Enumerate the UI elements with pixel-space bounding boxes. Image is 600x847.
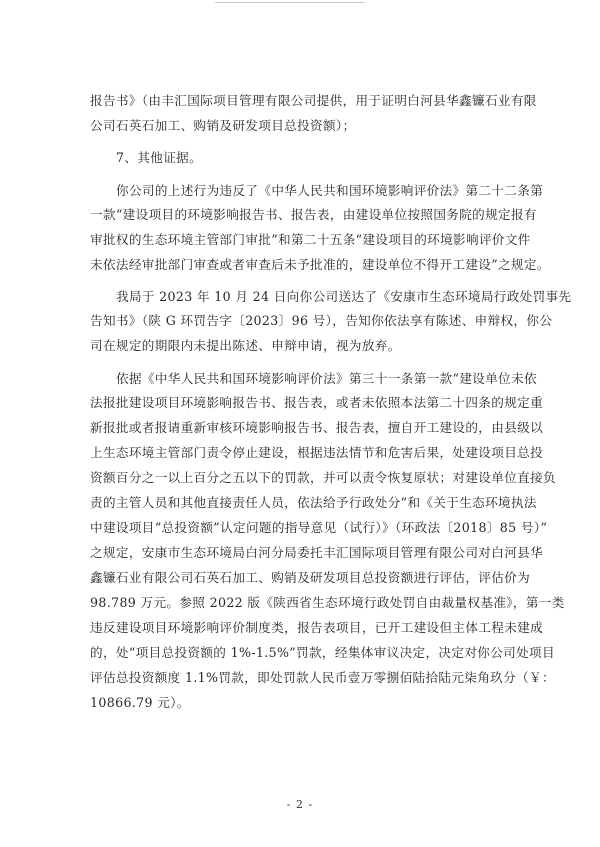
text-line: 我局于 2023 年 10 月 24 日向你公司送达了《安康市生态环境局行政处罚事先 — [116, 289, 572, 304]
text-line: 评估总投资额度 1.1%罚款，即处罚款人民币壹万零捌佰陆拾陆元柒角玖分（￥： — [90, 670, 555, 685]
text-line: 10866.79 元）。 — [90, 695, 190, 710]
text-line: 新报批或者报请重新审核环境影响报告书、报告表，擅自开工建设的，由县级以 — [90, 420, 544, 435]
text-line: 之规定，安康市生态环境局白河分局委托丰汇国际项目管理有限公司对白河县华 — [90, 545, 544, 560]
text-line: 依据《中华人民共和国环境影响评价法》第三十一条第一款“建设单位未依 — [116, 371, 537, 386]
text-line: 98.789 万元。参照 2022 版《陕西省生态环境行政处罚自由裁量权基准》，第一类 — [90, 595, 565, 610]
text-line: 公司石英石加工、购销及研发项目总投资额）； — [90, 118, 356, 133]
text-line: 审批权的生态环境主管部门审批”和第二十五条“建设项目的环境影响评价文件 — [90, 232, 531, 247]
text-line: 报告书》（由丰汇国际项目管理有限公司提供，用于证明白河县华鑫镰石业有限 — [90, 93, 537, 108]
text-line: 你公司的上述行为违反了《中华人民共和国环境影响评价法》第二十二条第 — [116, 183, 544, 198]
text-line: 的，处“项目总投资额的 1%-1.5%”罚款，经集体审议决定，决定对你公司处项目 — [90, 645, 555, 660]
text-line: 中建设项目“总投资额”认定问题的指导意见（试行）》（环政法〔2018〕85 号）” — [90, 520, 548, 535]
text-line: 未依法经审批部门审查或者审查后未予批准的，建设单位不得开工建设”之规定。 — [90, 257, 550, 272]
text-line: 法报批建设项目环境影响报告书、报告表，或者未依照本法第二十四条的规定重 — [90, 395, 544, 410]
text-line: 违反建设项目环境影响评价制度类，报告表项目，已开工建设但主体工程未建成 — [90, 620, 544, 635]
text-line: 一款“建设项目的环境影响报告书、报告表，由建设单位按照国务院的规定报有 — [90, 207, 537, 222]
page-number: - 2 - — [286, 798, 314, 811]
text-line: 责的主管人员和其他直接责任人员，依法给予行政处分”和《关于生态环境执法 — [90, 495, 537, 510]
text-line: 上生态环境主管部门责令停止建设，根据违法情节和危害后果，处建设项目总投 — [90, 445, 544, 460]
text-line: 鑫镰石业有限公司石英石加工、购销及研发项目总投资额进行评估，评估价为 — [90, 570, 531, 585]
text-line: 7、其他证据。 — [116, 150, 203, 165]
text-line: 资额百分之一以上百分之五以下的罚款，并可以责令恢复原状；对建设单位直接负 — [90, 470, 556, 485]
text-line: 告知书》（陕 G 环罚告字〔2023〕96 号），告知你依法享有陈述、申辩权，你公 — [90, 313, 553, 328]
text-line: 司在规定的期限内未提出陈述、申辩申请，视为放弃。 — [90, 338, 401, 353]
